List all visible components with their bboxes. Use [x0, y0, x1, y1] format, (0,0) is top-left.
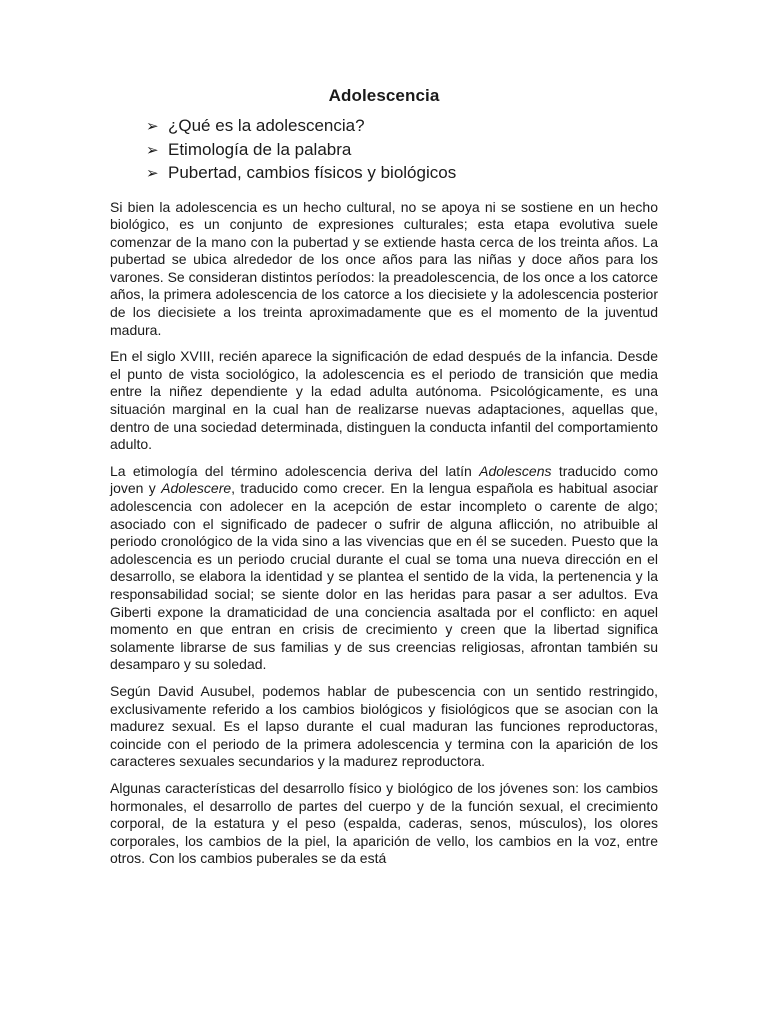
paragraph-characteristics: Algunas características del desarrollo físico y biológico de los jóvenes son: los cambios hormonales, el desarrollo de partes del cuerpo y de la función sexual, el crecimiento corporal, de la estatura y el peso (espalda, caderas, senos, músculos), los olores corporales, los cambios de la piel, la aparición de vello, los cambios en la voz, entre otros. Con los cambios puberales se da está: [110, 779, 658, 867]
paragraph-etymology: [110, 463, 658, 674]
paragraph-pubescence: Según David Ausubel, podemos hablar de pubescencia con un sentido restringido, exclusivamente referido a los cambios biológicos y fisiológicos que se asocian con la madurez sexual. Es el lapso durante el cual maduran las funciones reproductoras, coincide con el periodo de la primera adolescencia y termina con la aparición de los caracteres sexuales secundarios y la madurez reproductora.: [110, 682, 658, 770]
etymology-text-b: traducido como joven y: [110, 462, 658, 497]
arrowhead-bullet-icon: ➢: [146, 118, 159, 135]
latin-term-adolescens: Adolescens: [479, 462, 552, 479]
arrowhead-bullet-icon: ➢: [146, 141, 159, 159]
paragraph-intro: Si bien la adolescencia es un hecho cultural, no se apoya ni se sostiene en un hecho biológico, es un conjunto de expresiones culturales; esta etapa evolutiva suele comenzar de la mano con la pubertad y se extiende hasta cerca de los treinta años. La pubertad se ubica alrededor de los once años para las niñas y doce años para los varones. Se consideran distintos períodos: la preadolescencia, de los once a los catorce años, la primera adolescencia de los catorce a los diecisiete y la adolescencia posterior de los diecisiete a los treinta aproximadamente que es el momento de la juventud madura.: [110, 198, 658, 338]
page-title: Adolescencia: [328, 86, 440, 105]
topic-list: [110, 115, 658, 186]
paragraph-history: En el siglo XVIII, recién aparece la significación de edad después de la infancia. Desde el punto de vista sociológico, la adolescencia es el periodo de transición que media entre la niñez dependiente y la edad adulta autónoma. Psicológicamente, es una situación marginal en la cual han de realizarse nuevas adaptaciones, aquellas que, dentro de una sociedad determinada, distinguen la conducta infantil del comportamiento adulto.: [110, 348, 658, 453]
arrowhead-bullet-icon: ➢: [146, 165, 159, 182]
latin-term-adolescere: Adolescere: [161, 480, 232, 497]
etymology-text-c: , traducido como crecer. En la lengua española es habitual asociar adolescencia con adolecer en la acepción de estar incompleto o carente de algo; asociado con el significado de padecer o sufrir de alguna aflicción, no atribuible al periodo cronológico de la vida sino a las vivencias que en él se suceden. Puesto que la adolescencia es un periodo crucial durante el cual se toma una nueva dirección en el desarrollo, se elabora la identidad y se plantea el sentido de la vida, la pertenencia y la responsabilidad social; se siente dolor en las heridas para pasar a ser adultos. Eva Giberti expone la dramaticidad de una conciencia asaltada por el conflicto: en aquel momento en que entran en crisis de crecimiento y creen que la libertad significa solamente librarse de sus familias y de sus creencias religiosas, afrontan también su desamparo y su soledad.: [110, 480, 658, 673]
topic-item: [146, 162, 658, 186]
topic-item: [146, 139, 658, 163]
topic-item: [146, 115, 658, 139]
topic-label: Etimología de la palabra: [168, 139, 352, 159]
topic-label: ¿Qué es la adolescencia?: [168, 116, 365, 135]
topic-label: Pubertad, cambios físicos y biológicos: [168, 163, 457, 182]
etymology-text-a: La etimología del término adolescencia deriva del latín: [110, 462, 480, 479]
